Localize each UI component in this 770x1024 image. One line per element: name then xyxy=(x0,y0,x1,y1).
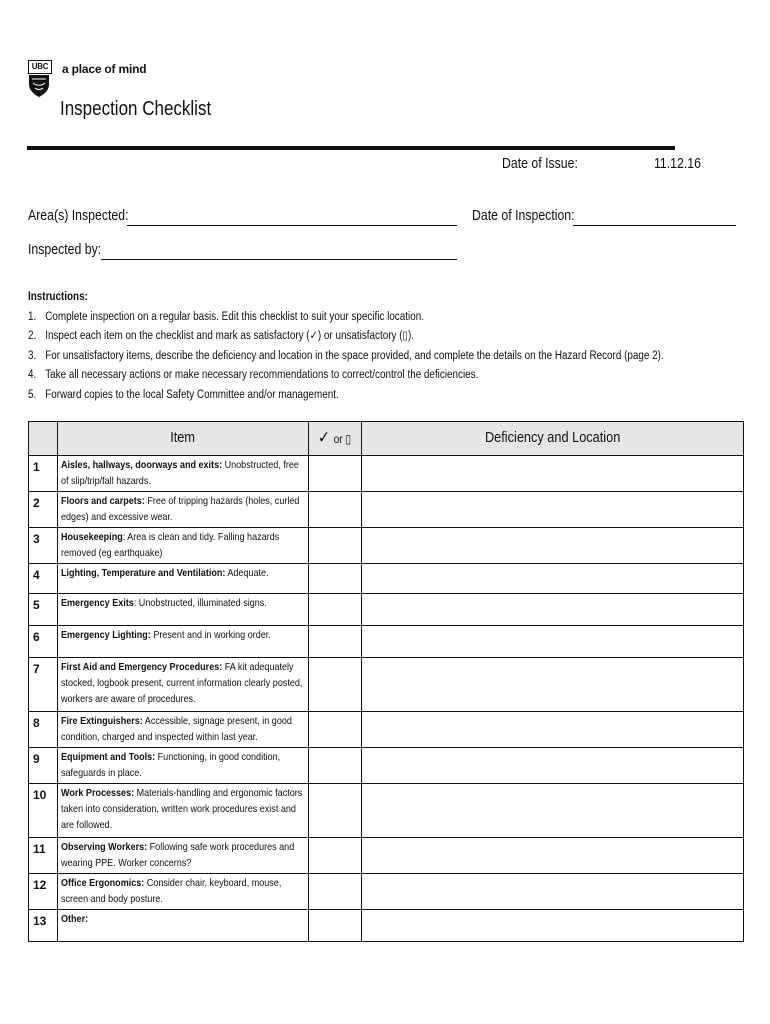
row-item xyxy=(58,712,309,748)
row-item xyxy=(58,564,309,594)
deficiency-cell[interactable] xyxy=(362,838,744,874)
item-title: First Aid and Emergency Procedures: xyxy=(61,661,223,673)
check-cell[interactable] xyxy=(309,492,362,528)
deficiency-cell[interactable] xyxy=(362,594,744,626)
row-item xyxy=(58,874,309,910)
table-row xyxy=(29,626,744,658)
item-title: Observing Workers: xyxy=(61,841,148,853)
instruction-item xyxy=(28,327,716,347)
header-or-box: or ▯ xyxy=(334,432,352,446)
instruction-text: For unsatisfactory items, describe the deficiency and location in the space provided, and complete the details on the Hazard Record (page 2). xyxy=(45,349,664,362)
ubc-logo xyxy=(28,60,52,74)
check-cell[interactable] xyxy=(309,910,362,942)
instructions-title: Instructions: xyxy=(28,291,88,303)
item-description: Following safe work procedures and wearing PPE. Worker concerns? xyxy=(61,841,295,869)
row-number: 4 xyxy=(29,564,58,594)
table-header-row xyxy=(29,422,744,456)
item-description: : Unobstructed, illuminated signs. xyxy=(133,597,267,609)
deficiency-cell[interactable] xyxy=(362,564,744,594)
deficiency-cell[interactable] xyxy=(362,712,744,748)
table-row xyxy=(29,838,744,874)
row-number: 1 xyxy=(29,456,58,492)
item-title: Office Ergonomics: xyxy=(61,877,145,889)
check-cell[interactable] xyxy=(309,838,362,874)
deficiency-cell[interactable] xyxy=(362,874,744,910)
row-number: 7 xyxy=(29,658,58,712)
instruction-number: 2. xyxy=(28,330,37,342)
row-item xyxy=(58,748,309,784)
item-description: : Area is clean and tidy. Falling hazards removed (eg earthquake) xyxy=(61,531,280,559)
table-row xyxy=(29,594,744,626)
check-cell[interactable] xyxy=(309,784,362,838)
logo-tagline: a place of mind xyxy=(62,62,147,76)
instruction-number: 5. xyxy=(28,388,37,401)
table-row xyxy=(29,784,744,838)
areas-inspected-label: Area(s) Inspected: xyxy=(28,207,129,224)
deficiency-cell[interactable] xyxy=(362,492,744,528)
check-cell[interactable] xyxy=(309,564,362,594)
instruction-item xyxy=(28,308,716,328)
row-number: 5 xyxy=(29,594,58,626)
header-number xyxy=(29,422,58,456)
row-item xyxy=(58,910,309,942)
instruction-item xyxy=(28,386,716,406)
instruction-number: 4. xyxy=(28,369,37,381)
instruction-item xyxy=(28,366,716,386)
item-title: Work Processes: xyxy=(61,787,135,799)
item-description: Free of tripping hazards (holes, curled edges) and excessive wear. xyxy=(61,495,300,523)
instruction-text: Complete inspection on a regular basis. Edit this checklist to suit your specific location. xyxy=(45,310,424,323)
deficiency-cell[interactable] xyxy=(362,626,744,658)
row-number: 2 xyxy=(29,492,58,528)
item-title: Emergency Exits xyxy=(61,597,134,609)
instruction-item xyxy=(28,347,716,367)
header-deficiency: Deficiency and Location xyxy=(362,422,744,456)
item-description: Adequate. xyxy=(227,567,269,579)
title-divider xyxy=(27,146,675,150)
item-description: Consider chair, keyboard, mouse, screen and body posture. xyxy=(61,877,282,905)
row-item xyxy=(58,838,309,874)
table-row xyxy=(29,874,744,910)
row-number: 11 xyxy=(29,838,58,874)
table-row xyxy=(29,748,744,784)
item-description: Unobstructed, free of slip/trip/fall hazards. xyxy=(61,459,299,487)
deficiency-cell[interactable] xyxy=(362,748,744,784)
table-row xyxy=(29,564,744,594)
instruction-text: Take all necessary actions or make necessary recommendations to correct/control the deficiencies. xyxy=(45,369,479,381)
crest-icon xyxy=(28,74,50,98)
item-description: Accessible, signage present, in good condition, charged and inspected within last year. xyxy=(61,715,292,743)
date-of-inspection-label: Date of Inspection: xyxy=(472,207,575,224)
ubc-logo-box: UBC xyxy=(28,60,52,74)
deficiency-cell[interactable] xyxy=(362,910,744,942)
check-cell[interactable] xyxy=(309,748,362,784)
table-row xyxy=(29,910,744,942)
item-title: Floors and carpets: xyxy=(61,495,145,507)
instructions xyxy=(28,288,716,405)
check-cell[interactable] xyxy=(309,712,362,748)
table-row xyxy=(29,528,744,564)
deficiency-cell[interactable] xyxy=(362,658,744,712)
date-of-inspection-field[interactable] xyxy=(573,225,736,226)
item-title: Housekeeping xyxy=(61,531,123,543)
check-cell[interactable] xyxy=(309,456,362,492)
check-cell[interactable] xyxy=(309,658,362,712)
instruction-number: 3. xyxy=(28,349,37,362)
row-item xyxy=(58,784,309,838)
item-title: Equipment and Tools: xyxy=(61,751,156,763)
table-row xyxy=(29,456,744,492)
areas-inspected-field[interactable] xyxy=(127,225,457,226)
item-description: Functioning, in good condition, safeguards in place. xyxy=(61,751,281,779)
table-row xyxy=(29,658,744,712)
row-number: 6 xyxy=(29,626,58,658)
row-number: 9 xyxy=(29,748,58,784)
item-description: FA kit adequately stocked, logbook present, current information clearly posted, workers are aware of procedures. xyxy=(61,661,303,705)
instruction-text: Inspect each item on the checklist and mark as satisfactory (✓) or unsatisfactory (▯). xyxy=(45,330,415,342)
check-cell[interactable] xyxy=(309,626,362,658)
row-number: 3 xyxy=(29,528,58,564)
row-item xyxy=(58,492,309,528)
date-of-issue-value: 11.12.16 xyxy=(654,155,701,172)
date-of-issue-label: Date of Issue: xyxy=(502,155,578,172)
deficiency-cell[interactable] xyxy=(362,528,744,564)
table-row xyxy=(29,492,744,528)
table-row xyxy=(29,712,744,748)
item-title: Lighting, Temperature and Ventilation: xyxy=(61,567,226,579)
row-item xyxy=(58,626,309,658)
item-title: Aisles, hallways, doorways and exits: xyxy=(61,459,223,471)
inspection-table xyxy=(28,421,744,942)
row-number: 8 xyxy=(29,712,58,748)
check-cell[interactable] xyxy=(309,874,362,910)
row-item xyxy=(58,528,309,564)
check-cell[interactable] xyxy=(309,594,362,626)
row-number: 10 xyxy=(29,784,58,838)
deficiency-cell[interactable] xyxy=(362,456,744,492)
row-item xyxy=(58,594,309,626)
row-item xyxy=(58,658,309,712)
item-title: Fire Extinguishers: xyxy=(61,715,143,727)
page-title: Inspection Checklist xyxy=(60,98,212,120)
row-item xyxy=(58,456,309,492)
checkmark-icon: ✓ xyxy=(318,428,331,447)
instruction-number: 1. xyxy=(28,310,37,323)
inspected-by-field[interactable] xyxy=(101,259,457,260)
item-title: Other: xyxy=(61,913,89,925)
header-item: Item xyxy=(58,422,309,456)
row-number: 13 xyxy=(29,910,58,942)
item-description: Materials-handling and ergonomic factors taken into consideration, written work procedures exist and are followed. xyxy=(61,787,303,831)
instruction-text: Forward copies to the local Safety Committee and/or management. xyxy=(45,388,339,401)
item-title: Emergency Lighting: xyxy=(61,629,151,641)
item-description: Present and in working order. xyxy=(153,629,271,641)
header-check xyxy=(309,422,362,456)
deficiency-cell[interactable] xyxy=(362,784,744,838)
row-number: 12 xyxy=(29,874,58,910)
check-cell[interactable] xyxy=(309,528,362,564)
inspected-by-label: Inspected by: xyxy=(28,241,102,258)
